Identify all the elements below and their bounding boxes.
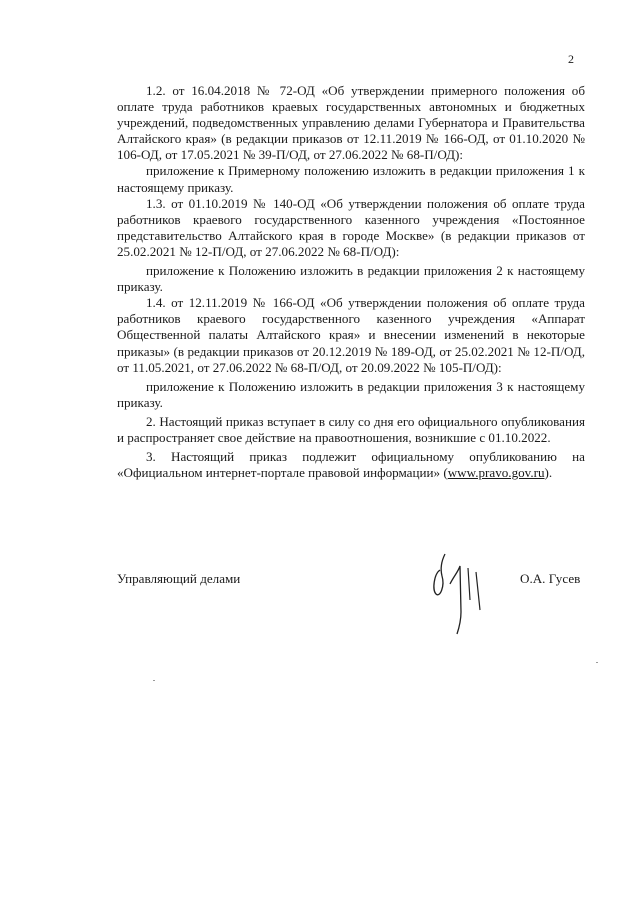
- paragraph-1-4-appendix: приложение к Положению изложить в редакции приложения 3 к настоящему приказу.: [117, 378, 585, 410]
- paragraph-1-4: 1.4. от 12.11.2019 № 166-ОД «Об утверждении положения об оплате труда работников краевого государственного казенного учреждения «Аппарат Общественной палаты Алтайского края» и внесении изменений в некоторые приказы» (в редакции приказов от 20.12.2019 № 189-ОД, от 25.02.2021 № 12-П/ОД, от 11.05.2021, от 27.06.2022 № 68-П/ОД, от 20.09.2022 № 105-П/ОД):: [117, 295, 585, 375]
- signatory-name: О.А. Гусев: [520, 571, 581, 586]
- paragraph-1-2: 1.2. от 16.04.2018 № 72-ОД «Об утверждении примерного положения об оплате труда работников краевых государственных автономных и бюджетных учреждений, подведомственных управлению делами Губернатора и Правительства Алтайского края» (в редакции приказов от 12.11.2019 № 166-ОД, от 01.10.2020 № 106-ОД, от 17.05.2021 № 39-П/ОД, от 27.06.2022 № 68-П/ОД):: [117, 83, 585, 163]
- publication-text: 3. Настоящий приказ подлежит официальному опубликованию на «Официальном интернет-портале правовой информации» (: [117, 449, 585, 481]
- handwritten-signature: [420, 538, 500, 638]
- signatory-position: Управляющий делами: [117, 571, 241, 586]
- paragraph-1-3: 1.3. от 01.10.2019 № 140-ОД «Об утверждении положения об оплате труда работников краевого государственного казенного учреждения «Постоянное представительство Алтайского края в городе Москве» (в редакции приказов от 25.02.2021 № 12-П/ОД, от 27.06.2022 № 68-П/ОД):: [117, 195, 585, 259]
- paragraph-1-3-appendix: приложение к Положению изложить в редакции приложения 2 к настоящему приказу.: [117, 263, 585, 295]
- publication-text-end: ).: [544, 465, 553, 481]
- paragraph-2-effective-date: 2. Настоящий приказ вступает в силу со дня его официального опубликования и распространяет свое действие на правоотношения, возникшие с 01.10.2022.: [117, 413, 585, 445]
- paragraph-3-publication: [117, 449, 585, 481]
- scan-speck: [596, 662, 598, 663]
- paragraph-1-2-appendix: приложение к Примерному положению изложить в редакции приложения 1 к настоящему приказу.: [117, 163, 585, 195]
- page-number: 2: [568, 52, 574, 66]
- pravo-gov-link[interactable]: www.pravo.gov.ru: [447, 465, 545, 481]
- scan-speck: [153, 680, 155, 681]
- order-body-text: [117, 83, 585, 481]
